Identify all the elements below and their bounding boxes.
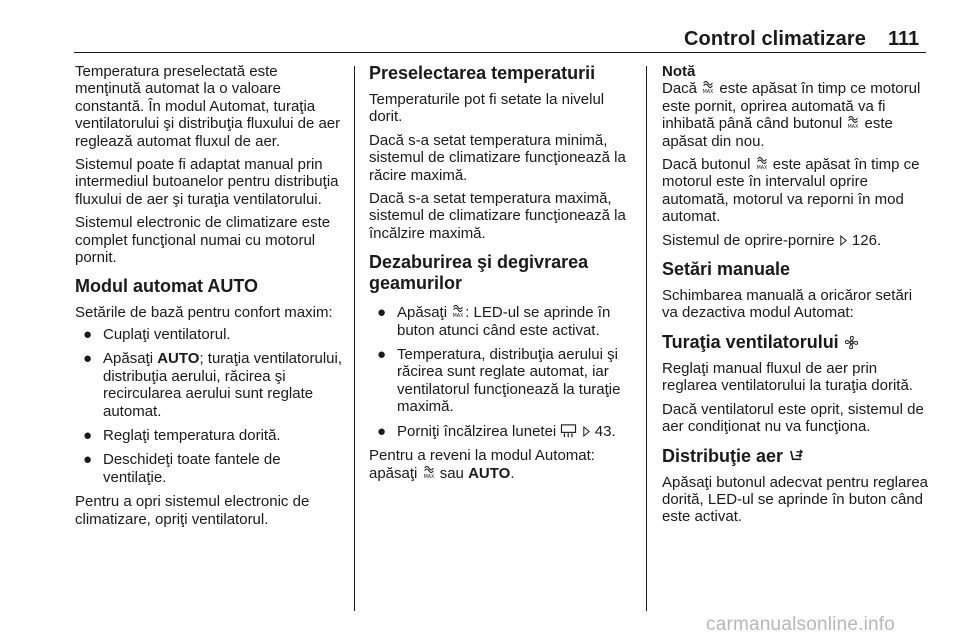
paragraph-text: este apăsat în timp ce motorul este pornit, oprirea automată va fi inhibată până când butonul xyxy=(662,80,921,133)
paragraph-text: Pentru a reveni la modul Automat: apăsaţi xyxy=(369,447,595,482)
note-title: Notă xyxy=(662,63,696,80)
paragraph: Sistemul poate fi adaptat manual prin intermediul butoanelor pentru distribuţia fluxului de aer şi turaţia ventilatorului. xyxy=(75,156,339,208)
paragraph-text: Sistemul de oprire-pornire xyxy=(662,231,839,249)
header-divider xyxy=(74,52,926,53)
paragraph: Dacă s-a setat temperatura minimă, sistemul de climatizare funcţionează la răcire maximă. xyxy=(369,131,626,184)
paragraph: Setările de bază pentru confort maxim: xyxy=(75,304,333,322)
note-paragraph xyxy=(662,156,930,226)
heading-text: Distribuţie aer xyxy=(662,445,784,466)
page-reference-icon xyxy=(582,425,591,438)
list-item xyxy=(369,423,639,440)
paragraph: Reglaţi manual fluxul de aer prin reglarea ventilatorului la turaţia dorită. xyxy=(662,359,913,395)
rear-window-heating-icon xyxy=(560,423,577,438)
column-divider-1 xyxy=(354,66,355,611)
section-heading-defog: Dezaburirea şi degivrarea geamurilor xyxy=(369,252,589,294)
auto-label: AUTO xyxy=(157,350,200,368)
paragraph-text: este apăsat din nou. xyxy=(662,115,893,150)
paragraph-text: Dacă xyxy=(662,80,702,98)
page-reference-icon xyxy=(839,234,848,247)
column-divider-2 xyxy=(646,66,647,611)
list-item-text: Cuplaţi ventilatorul. xyxy=(103,325,231,343)
paragraph: Apăsaţi butonul adecvat pentru reglarea dorită, LED-ul se aprinde în buton când este activat. xyxy=(662,473,929,526)
list-item xyxy=(75,326,347,343)
section-heading-preselect: Preselectarea temperaturii xyxy=(369,63,596,83)
paragraph-text: Dacă butonul xyxy=(662,156,755,174)
paragraph-text: . xyxy=(510,464,515,482)
paragraph: Dacă s-a setat temperatura maximă, sistemul de climatizare funcţionează la încălzire maximă. xyxy=(369,190,626,242)
heading-text: Turaţia ventilatorului xyxy=(662,331,839,352)
list-item-text: : LED-ul se aprinde în buton atunci când este activat. xyxy=(397,304,611,339)
list-item-text: . xyxy=(611,422,616,440)
note-paragraph xyxy=(662,80,930,150)
bullet-icon: ● xyxy=(377,346,387,364)
list-item-text: Apăsaţi xyxy=(103,350,158,368)
windshield-max-icon xyxy=(755,156,769,171)
windshield-max-icon xyxy=(701,80,715,95)
windshield-max-icon xyxy=(422,465,436,480)
bullet-icon: ● xyxy=(377,422,387,440)
paragraph: Schimbarea manuală a oricăror setări va dezactiva modul Automat: xyxy=(662,287,913,322)
paragraph-text: . xyxy=(876,231,882,249)
bullet-list xyxy=(75,326,347,486)
fan-icon xyxy=(844,335,859,350)
list-item xyxy=(75,427,347,444)
section-heading-air-distribution xyxy=(662,446,930,467)
bullet-icon: ● xyxy=(83,325,93,343)
paragraph: Temperaturile pot fi setate la nivelul dorit. xyxy=(369,91,605,126)
page-reference: 43 xyxy=(594,422,612,440)
bullet-icon: ● xyxy=(377,304,387,322)
paragraph: Sistemul electronic de climatizare este complet funcţional numai cu motorul pornit. xyxy=(75,214,331,267)
windshield-max-icon xyxy=(451,304,465,319)
column-right xyxy=(662,63,930,532)
list-item xyxy=(369,346,639,416)
chapter-title: Control climatizare xyxy=(684,28,866,50)
section-heading-fan-speed xyxy=(662,332,930,353)
paragraph-text: sau xyxy=(435,464,469,482)
bullet-icon: ● xyxy=(83,426,93,444)
section-heading-auto-mode: Modul automat AUTO xyxy=(75,276,258,297)
list-item-text: ; turaţia ventilatorului, distribuţia aerului, răcirea şi recircularea aerului sunt reglate automat. xyxy=(103,350,343,420)
section-heading-manual: Setări manuale xyxy=(662,259,791,280)
list-item-text: Deschideţi toate fantele de ventilaţie. xyxy=(103,451,281,486)
list-item xyxy=(75,451,347,486)
list-item-text: Porniţi încălzirea lunetei xyxy=(397,422,561,440)
auto-label: AUTO xyxy=(468,464,511,482)
page-reference: 126 xyxy=(851,231,877,249)
list-item xyxy=(369,304,639,339)
bullet-list xyxy=(369,304,639,440)
windshield-max-icon xyxy=(846,115,860,130)
bullet-icon: ● xyxy=(83,451,93,469)
paragraph: Temperatura preselectată este menţinută automat la o valoare constantă. În modul Automat, turaţia ventilatorului şi distribuţia fluxului de aer reglează automat fluxul de aer. xyxy=(75,63,341,150)
note-paragraph xyxy=(662,232,930,249)
paragraph: Pentru a opri sistemul electronic de climatizare, opriţi ventilatorul. xyxy=(75,493,310,528)
paragraph-text: este apăsat în timp ce motorul este în intervalul oprire automată, motorul va reporni în mod automat. xyxy=(662,156,920,226)
bullet-icon: ● xyxy=(83,350,93,368)
column-middle xyxy=(369,63,639,488)
watermark: carmanualsonline.info xyxy=(706,614,896,635)
page-number: 111 xyxy=(888,28,920,50)
list-item-text: Temperatura, distribuţia aerului şi răcirea sunt reglate automat, iar ventilatorul funcţionează la turaţie maximă. xyxy=(397,346,621,416)
list-item-text: Reglaţi temperatura dorită. xyxy=(103,426,281,444)
column-left xyxy=(75,63,347,534)
list-item xyxy=(75,350,347,420)
paragraph: Dacă ventilatorul este oprit, sistemul de aer condiţionat nu va funcţiona. xyxy=(662,400,924,436)
paragraph xyxy=(369,447,639,482)
air-distribution-icon xyxy=(788,449,805,464)
list-item-text: Apăsaţi xyxy=(397,304,452,322)
